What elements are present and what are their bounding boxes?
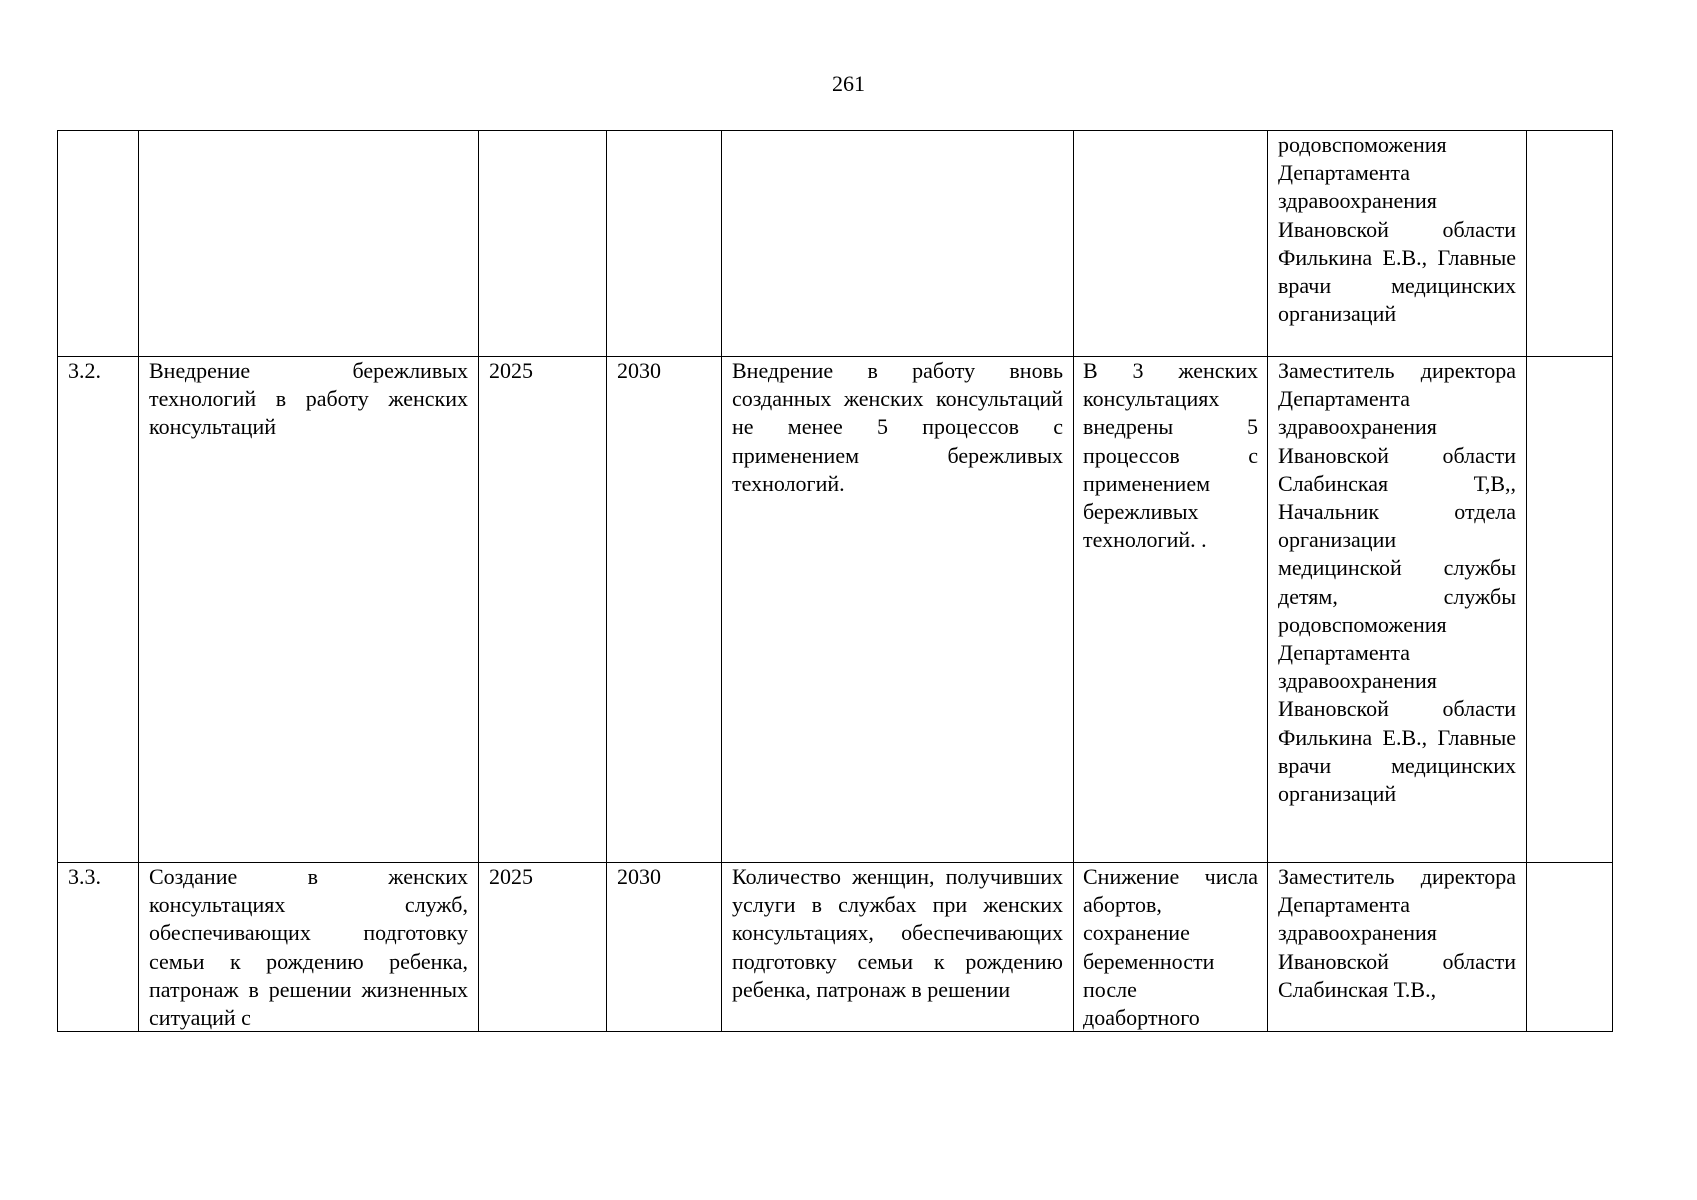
- measures-table: [57, 130, 1613, 1032]
- cell-end-year: [607, 863, 722, 1032]
- cell-note: [1527, 863, 1613, 1032]
- cell-responsible: Заместитель директора Департамента здравоохранения Ивановской области Слабинская Т,В,, Начальник отдела организации медицинской службы детям, службы родовспоможения Департамента здравоохранения Ивановской области Филькина Е.В., Главные врачи медицинских организаций: [1268, 357, 1527, 863]
- cell-measure-name: Внедрение бережливых технологий в работу женских консультаций: [139, 357, 479, 863]
- cell-result: [1074, 863, 1268, 1032]
- cell-measure-name: [139, 863, 479, 1032]
- cell-indicator: [722, 131, 1074, 357]
- cell-end-year: [607, 131, 722, 357]
- cell-result: [1074, 131, 1268, 357]
- cell-number-text: 3.3.: [68, 864, 101, 889]
- cell-result-text: Снижение числа абортов, сохранение беременности после доабортного: [1083, 864, 1258, 1031]
- cell-measure-name-text: Создание в женских консультациях служб, обеспечивающих подготовку семьи к рождению ребенка, патронаж в решении жизненных ситуаций с: [149, 864, 468, 1031]
- cell-end-year: 2030: [607, 357, 722, 863]
- page-number: 261: [832, 71, 865, 96]
- table-row: [58, 131, 1613, 357]
- cell-indicator: [722, 863, 1074, 1032]
- cell-number: [58, 131, 139, 357]
- cell-number: 3.2.: [58, 357, 139, 863]
- cell-indicator-text: Количество женщин, получивших услуги в службах при женских консультациях, обеспечивающих подготовку семьи к рождению ребенка, патронаж в решении: [732, 864, 1063, 1002]
- cell-start-year-text: 2025: [489, 864, 533, 889]
- cell-note: [1527, 357, 1613, 863]
- cell-result: В 3 женских консультациях внедрены 5 процессов с применением бережливых технологий. .: [1074, 357, 1268, 863]
- cell-start-year: [479, 131, 607, 357]
- cell-end-year-text: 2030: [617, 864, 661, 889]
- cell-start-year: [479, 863, 607, 1032]
- cell-responsible: родовспоможения Департамента здравоохранения Ивановской области Филькина Е.В., Главные врачи медицинских организаций: [1268, 131, 1527, 357]
- table-row: [58, 357, 1613, 863]
- cell-note: [1527, 131, 1613, 357]
- cell-number: [58, 863, 139, 1032]
- cell-responsible-text: Заместитель директора Департамента здравоохранения Ивановской области Слабинская Т.В.,: [1278, 864, 1516, 1002]
- cell-note-text: [1537, 863, 1602, 1031]
- table-row: [58, 863, 1613, 1032]
- cell-measure-name: [139, 131, 479, 357]
- cell-start-year: 2025: [479, 357, 607, 863]
- cell-indicator: Внедрение в работу вновь созданных женских консультаций не менее 5 процессов с применением бережливых технологий.: [722, 357, 1074, 863]
- cell-responsible: [1268, 863, 1527, 1032]
